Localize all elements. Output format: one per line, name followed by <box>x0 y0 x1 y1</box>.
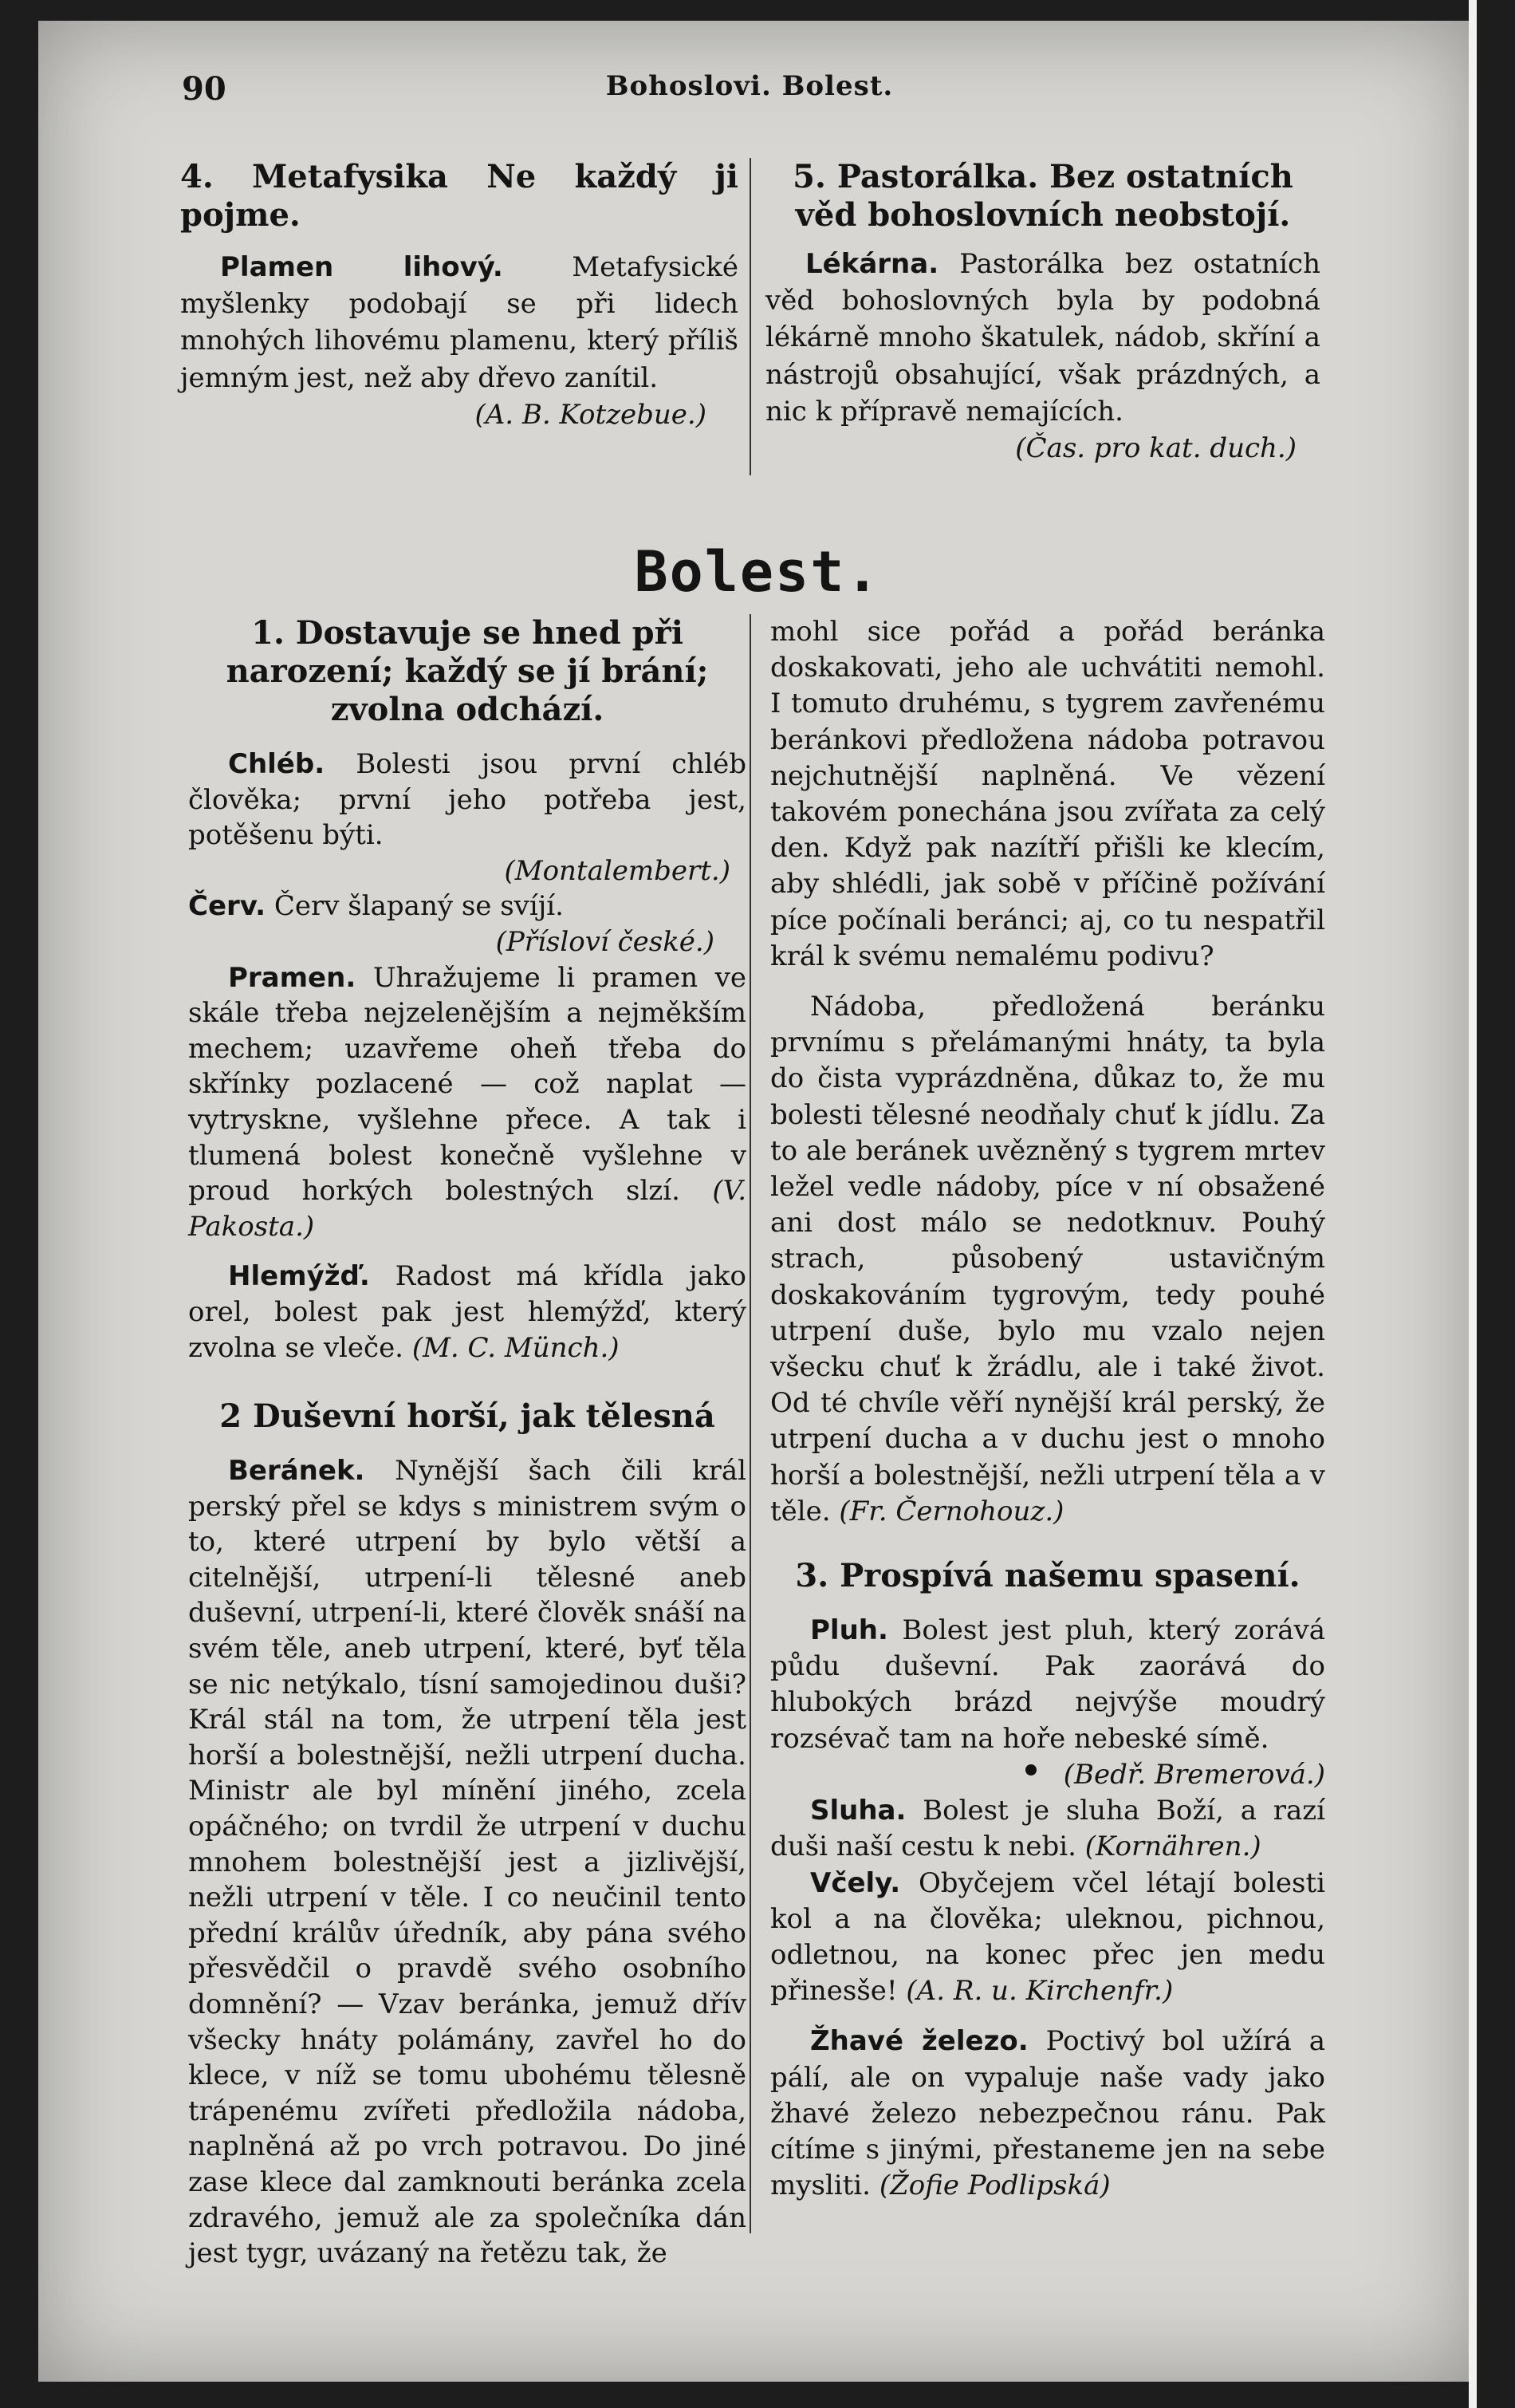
right-column <box>770 614 1325 2204</box>
entry-sluha-text: Bolest je sluha Boží, a razí duši naší cestu k nebi. <box>770 1795 1326 1863</box>
entry-pluh-text: Bolest jest pluh, který zorává půdu duševní. Pak zaorává do hlubokých brázd nejvýše moudrý rozsévač tam na hoře nebeské símě. <box>770 1614 1326 1755</box>
entry-beranek-text: Nynější šach čili král perský přel se kdys s ministrem svým o to, které utrpení by bylo větší a citelnější, utrpení-li tělesné aneb duševní, utrpení-li, které člověk snáší na svém těle, aneb utrpení, které, byť těla se nic netýkalo, tísní samojedinou duši? Král stál na tom, že utrpení těla jest horší a bolestnější, nežli utrpení ducha. Ministr ale byl mínění jiného, zcela opáčného; on tvrdil že utrpení v duchu mnohem bolestnější jest a jizlivější, nežli utrpení v těle. I co neučinil tento přední králův úředník, aby pána svého přesvědčil o pravdě svého osobního domnění? — Vzav beránka, jemuž dřív všecky hnáty polámány, zavřel ho do klece, v níž se tomu ubohému tělesně trápenému zvířeti předložila nádoba, naplněná až po vrch potravou. Do jiné zase klece dal zamknouti beránka zcela zdravého, jemuž ale za společníka dán jest tygr, uvázaný na řetězu tak, že <box>188 1455 746 2270</box>
page-edge <box>1469 0 1477 2408</box>
keyword-sluha: Sluha. <box>810 1795 907 1827</box>
top-column-rule <box>750 158 751 475</box>
entry-beranek <box>188 1453 746 2272</box>
entry-plamen-text: Metafysické myšlenky podobají se při lidech mnohých lihovému plamenu, který příliš jemným jest, než aby dřevo zanítil. <box>180 251 738 394</box>
entry-chleb <box>188 747 746 853</box>
keyword-lekarna: Lékárna. <box>805 248 939 280</box>
keyword-vcely: Včely. <box>810 1866 901 1899</box>
entry-cerv-text: Červ šlapaný se svíjí. <box>273 890 564 923</box>
attribution-prislovi: (Přísloví české.) <box>495 925 714 958</box>
page-number: 90 <box>182 70 226 108</box>
beranek-continued: mohl sice pořád a pořád beránka doskakovati, jeho ale uchvátiti nemohl. I tomuto druhému, s tygrem zavřenému beránkovi předložena nádoba potravou nejchutnější naplněná. Ve vězení takovém ponechána jsou zvířata za celý den. Když pak nazítří přišli ke klecím, aby shlédli, jak sobě v příčině požívání píce počínali beránci; aj, co tu nespatřil král k svému nemalému podivu? <box>770 616 1325 972</box>
entry-lekarna <box>765 246 1320 430</box>
beranek-paragraph-2 <box>770 989 1325 1530</box>
entry-pramen <box>188 960 746 1245</box>
keyword-cerv: Červ. <box>188 890 266 923</box>
main-column-rule <box>750 614 751 2233</box>
attribution-cernohouz: (Fr. Černohouz.) <box>839 1495 1064 1527</box>
entry-zelezo-text: Poctivý bol užírá a pálí, ale on vypaluje naše vady jako žhavé železo nebezpečnou ránu. Pak cítíme s jinými, přestaneme jen na sebe mysliti. <box>770 2025 1325 2202</box>
entry-lekarna-text: Pastorálka bez ostatních věd bohoslovných byla by podobná lékárně mnoho škatulek, nádob, skříní a nástrojů obsahující, však prázdných, a nic k přípravě nemajících. <box>765 248 1320 428</box>
entry-hlemyzd <box>188 1259 746 1366</box>
attribution-pakosta: (V. Pakosta.) <box>188 1175 746 1243</box>
top-left-section <box>180 158 738 433</box>
entry-cerv <box>188 889 746 924</box>
keyword-hlemyzd: Hlemýžď. <box>228 1260 370 1293</box>
attribution-podlipska: (Žofie Podlipská) <box>879 2170 1111 2202</box>
attribution-kirchenfr: (A. R. u. Kirchenfr.) <box>906 1975 1174 2008</box>
entry-chleb-text: Bolesti jsou první chléb člověka; první jeho potřeba jest, potěšenu býti. <box>188 748 746 852</box>
running-head: Bohoslovi. Bolest. <box>605 70 894 102</box>
attribution-montalembert: (Montalembert.) <box>504 854 730 887</box>
attribution-kornahren: (Kornähren.) <box>1084 1831 1261 1863</box>
keyword-beranek: Beránek. <box>228 1455 365 1488</box>
keyword-pramen: Pramen. <box>228 961 356 994</box>
left-column <box>188 614 746 2272</box>
keyword-chleb: Chléb. <box>228 748 325 780</box>
section-3-title: 3. Prospívá našemu spasení. <box>795 1557 1301 1595</box>
attribution-bremerova: (Bedř. Bremerová.) <box>1063 1758 1325 1791</box>
top-right-section <box>765 158 1320 467</box>
attribution-munch: (M. C. Münch.) <box>411 1331 620 1364</box>
section-5-title: 5. Pastorálka. Bez ostatních věd bohoslovních neobstojí. <box>793 158 1293 234</box>
page-header <box>144 62 1356 110</box>
entry-sluha <box>770 1793 1325 1865</box>
attribution-cas: (Čas. pro kat. duch.) <box>1015 432 1297 465</box>
keyword-pluh: Pluh. <box>810 1614 888 1647</box>
keyword-zelezo: Žhavé železo. <box>810 2025 1029 2058</box>
entry-plamen <box>180 249 738 396</box>
section-4-title: 4. Metafysika Ne každý ji pojme. <box>180 158 738 234</box>
entry-zelezo <box>770 2024 1325 2204</box>
entry-vcely-text: Obyčejem včel létají bolesti kol a na člověka; uleknou, pichnou, odletnou, na konec přec jen medu přinesše! <box>770 1866 1326 2008</box>
entry-pluh <box>770 1613 1325 1757</box>
entry-pramen-text: Uhražujeme li pramen ve skále třeba nejzelenějším a nejměkším mechem; uzavřeme oheň třeba do skřínky pozlacené — což naplat — vytryskne, vyšlehne přece. A tak i tlumená bolest konečně vyšlehne v proud horkých bolestných slzí. <box>188 961 746 1208</box>
entry-vcely <box>770 1866 1325 2010</box>
entry-hlemyzd-text: Radost má křídla jako orel, bolest pak jest hlemýžď, který zvolna se vleče. <box>188 1260 747 1364</box>
section-2-title: 2 Duševní horší, jak tělesná <box>219 1397 715 1436</box>
section-1-title: 1. Dostavuje se hned při narození; každý se jí brání; zvolna odchází. <box>226 614 709 728</box>
attribution-kotzebue: (A. B. Kotzebue.) <box>474 398 706 431</box>
ink-dot <box>1025 1764 1037 1775</box>
beranek-paragraph-2-text: Nádoba, předložená beránku prvnímu s přelámanými hnáty, ta byla do čista vyprázdněna, důkaz to, že mu bolesti tělesné neodňaly chuť k jídlu. Za to ale beránek uvězněný s tygrem mrtev ležel vedle nádoby, píce v ní obsažené ani dost málo se nedotknuv. Pouhý strach, působený ustavičným doskakováním tygrovým, tedy pouhé utrpení duše, bylo mu vzalo nejen všecku chuť k žrádlu, ale i také život. Od té chvíle věří nynější král perský, že utrpení ducha a v duchu jest o mnoho horší a bolestnější, nežli utrpení těla a v těle. <box>770 991 1325 1527</box>
keyword-plamen: Plamen lihový. <box>220 251 503 283</box>
chapter-title: Bolest. <box>634 539 881 605</box>
